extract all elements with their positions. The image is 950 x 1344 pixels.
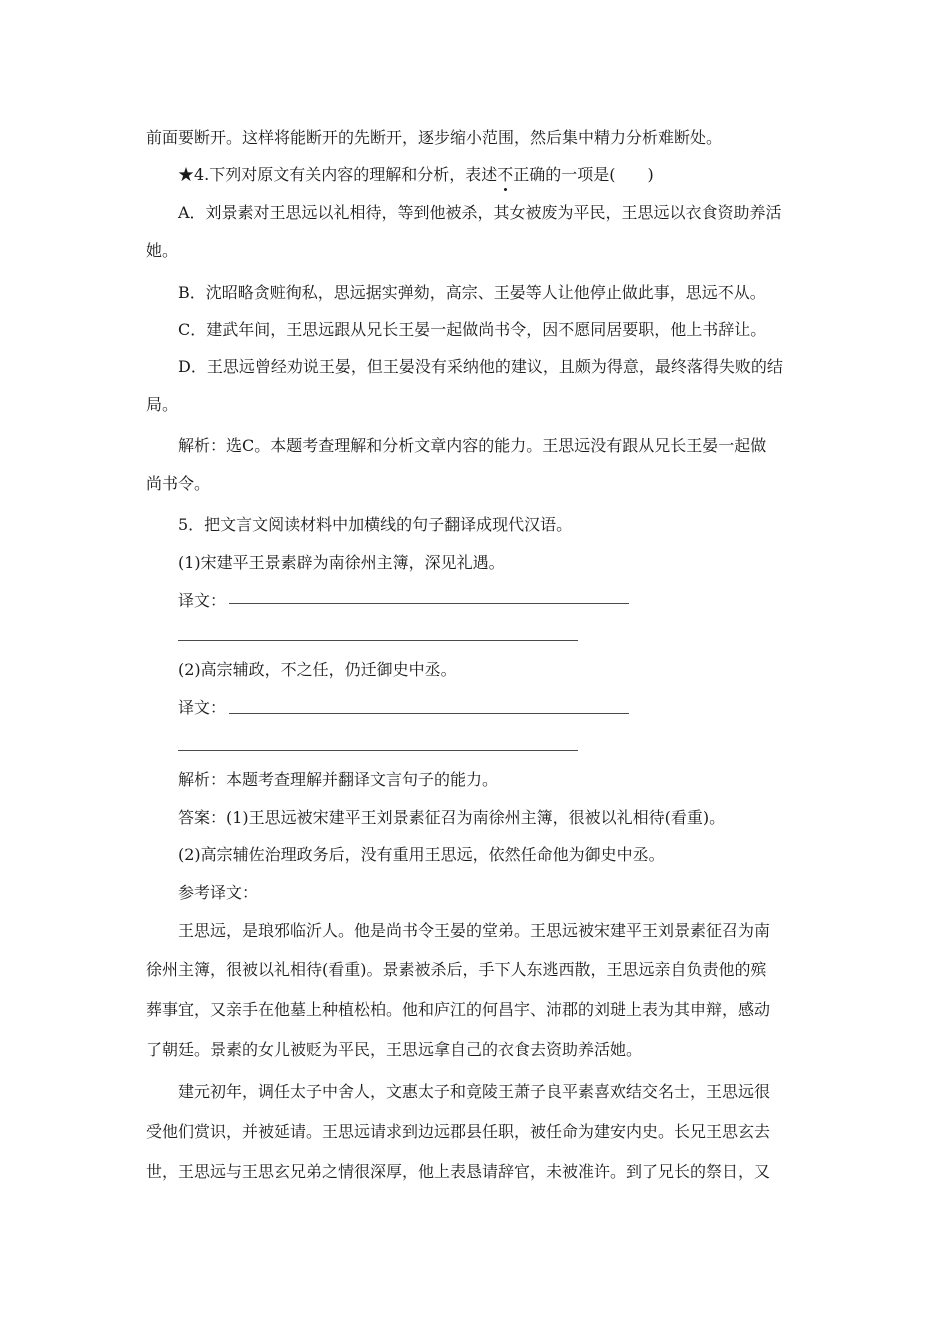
option-b: B．沈昭略贪赃徇私，思远据实弹劾，高宗、王晏等人让他停止做此事，思远不从。: [178, 283, 766, 302]
reference-p1-line-4: 了朝廷。景素的女儿被贬为平民，王思远拿自己的衣食去资助养活她。: [146, 1040, 643, 1059]
question-4-stem: [178, 165, 654, 185]
answer-blank-2b: [178, 750, 578, 751]
answer-blank-2a: [229, 713, 629, 714]
reference-p1-line-1: 王思远，是琅邪临沂人。他是尚书令王晏的堂弟。王思远被宋建平王刘景素征召为南: [178, 921, 771, 940]
option-a-line-1: A．刘景素对王思远以礼相待，等到他被杀，其女被废为平民，王思远以衣食资助养活: [178, 203, 782, 222]
option-d-line-1: D．王思远曾经劝说王晏，但王晏没有采纳他的建议，且颇为得意，最终落得失败的结: [178, 357, 783, 376]
question-4-stem-before: ★4.下列对原文有关内容的理解和分析，表述: [178, 165, 498, 184]
answer-blank-1a: [229, 603, 629, 604]
reference-p2-line-1: 建元初年，调任太子中舍人，文惠太子和竟陵王萧子良平素喜欢结交名士，王思远很: [178, 1082, 771, 1101]
question-5-answer-1: 答案：(1)王思远被宋建平王刘景素征召为南徐州主簿，很被以礼相待(看重)。: [178, 808, 726, 827]
translation-label-2: 译文：: [178, 698, 227, 717]
reference-p1-line-2: 徐州主簿，很被以礼相待(看重)。景素被杀后，手下人东逃西散，王思远亲自负责他的殡: [146, 960, 767, 979]
answer-blank-1b: [178, 640, 578, 641]
question-5-item-1: (1)宋建平王景素辟为南徐州主簿，深见礼遇。: [178, 553, 505, 572]
question-5-item-2: (2)高宗辅政，不之任，仍迁御史中丞。: [178, 660, 457, 679]
reference-p2-line-2: 受他们赏识，并被延请。王思远请求到边远郡县任职，被任命为建安内史。长兄王思玄去: [146, 1122, 771, 1141]
question-4-stem-after: 正确的一项是( ): [513, 165, 654, 184]
option-d-line-2: 局。: [146, 395, 179, 414]
translation-label-1: 译文：: [178, 591, 227, 610]
question-4-analysis-line-1: 解析：选C。本题考查理解和分析文章内容的能力。王思远没有跟从兄长王晏一起做: [178, 436, 767, 455]
reference-translation-heading: 参考译文：: [178, 883, 259, 902]
question-5-answer-2: (2)高宗辅佐治理政务后，没有重用王思远，依然任命他为御史中丞。: [178, 845, 665, 864]
question-5-stem: 5．把文言文阅读材料中加横线的句子翻译成现代汉语。: [178, 515, 573, 534]
question-4-analysis-line-2: 尚书令。: [146, 474, 211, 493]
option-a-line-2: 她。: [146, 241, 179, 260]
reference-p2-line-3: 世，王思远与王思玄兄弟之情很深厚，他上表恳请辞官，未被准许。到了兄长的祭日，又: [146, 1162, 771, 1181]
reference-p1-line-3: 葬事宜，又亲手在他墓上种植松柏。他和庐江的何昌宇、沛郡的刘琎上表为其申辩，感动: [146, 1000, 771, 1019]
emphasis-dot-char: 不: [497, 165, 514, 184]
option-c: C．建武年间，王思远跟从兄长王晏一起做尚书令，因不愿同居要职，他上书辞让。: [178, 320, 767, 339]
intro-tail-text: 前面要断开。这样将能断开的先断开，逐步缩小范围，然后集中精力分析难断处。: [146, 128, 723, 147]
question-5-analysis: 解析：本题考查理解并翻译文言句子的能力。: [178, 770, 499, 789]
